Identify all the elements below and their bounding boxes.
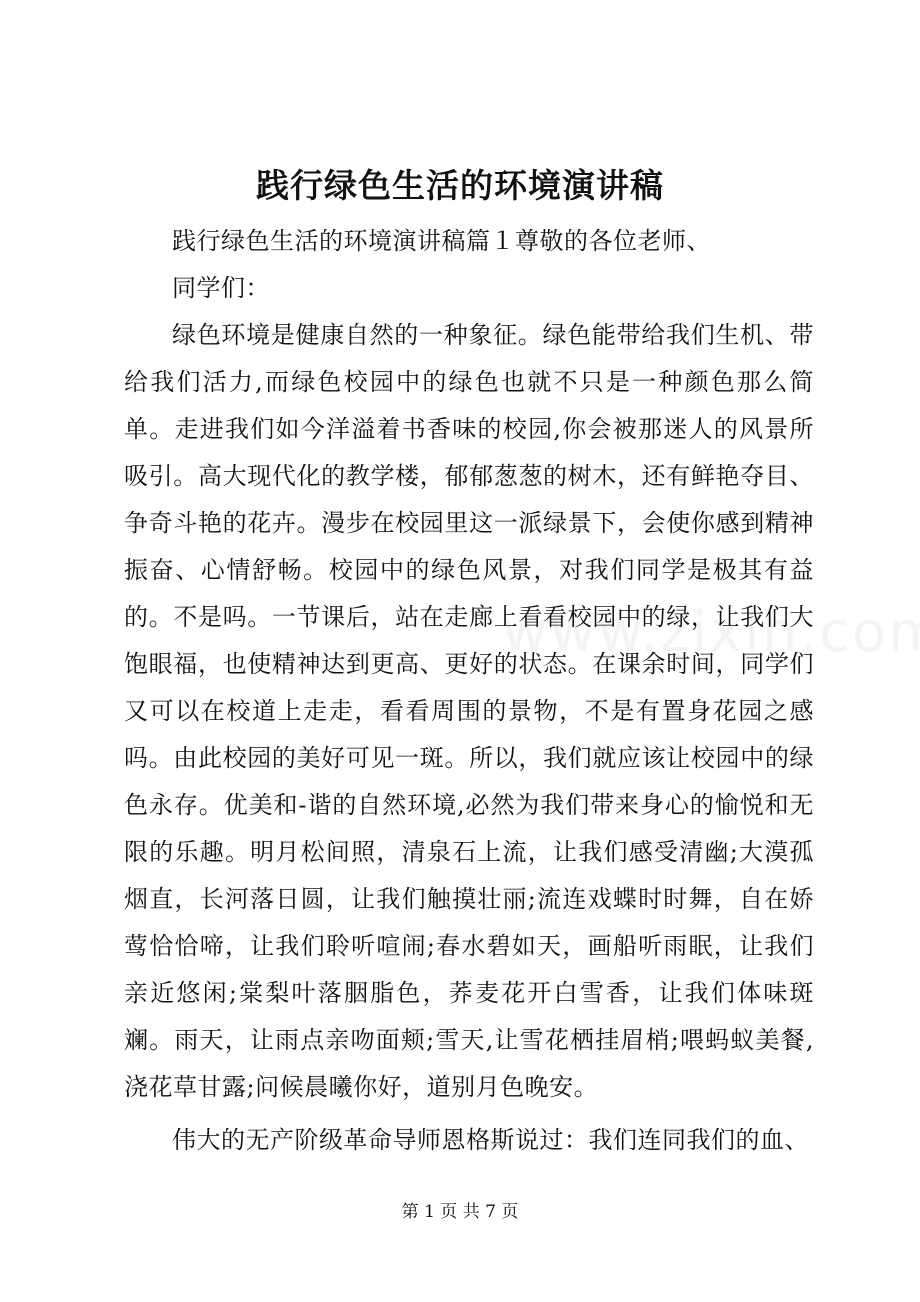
document-body <box>124 218 814 1164</box>
paragraph-main: 绿色环境是健康自然的一种象征。绿色能带给我们生机、带给我们活力,而绿色校园中的绿色也就不只是一种颜色那么简单。走进我们如今洋溢着书香味的校园,你会被那迷人的风景所吸引。高大现代化的教学楼，郁郁葱葱的树木，还有鲜艳夺目、争奇斗艳的花卉。漫步在校园里这一派绿景下，会使你感到精神振奋、心情舒畅。校园中的绿色风景，对我们同学是极其有益的。不是吗。一节课后，站在走廊上看看校园中的绿，让我们大饱眼福，也使精神达到更高、更好的状态。在课余时间，同学们又可以在校道上走走，看看周围的景物，不是有置身花园之感吗。由此校园的美好可见一斑。所以，我们就应该让校园中的绿色永存。优美和-谐的自然环境,必然为我们带来身心的愉悦和无限的乐趣。明月松间照，清泉石上流，让我们感受清幽;大漠孤烟直，长河落日圆，让我们触摸壮丽;流连戏蝶时时舞，自在娇莺恰恰啼，让我们聆听喧闹;春水碧如天，画船听雨眠，让我们亲近悠闲;棠梨叶落胭脂色，荞麦花开白雪香，让我们体味斑斓。雨天，让雨点亲吻面颊;雪天,让雪花栖挂眉梢;喂蚂蚁美餐,浇花草甘露;问候晨曦你好，道别月色晚安。 <box>124 321 814 1101</box>
paragraph-quote: 伟大的无产阶级革命导师恩格斯说过：我们连同我们的血、 <box>172 1126 809 1154</box>
paragraph-salutation: 同学们： <box>172 274 270 302</box>
page-footer: 第 1 页 共 7 页 <box>401 1202 519 1222</box>
document-title: 践行绿色生活的环境演讲稿 <box>256 166 664 205</box>
paragraph-intro: 践行绿色生活的环境演讲稿篇１尊敬的各位老师、 <box>172 227 711 255</box>
